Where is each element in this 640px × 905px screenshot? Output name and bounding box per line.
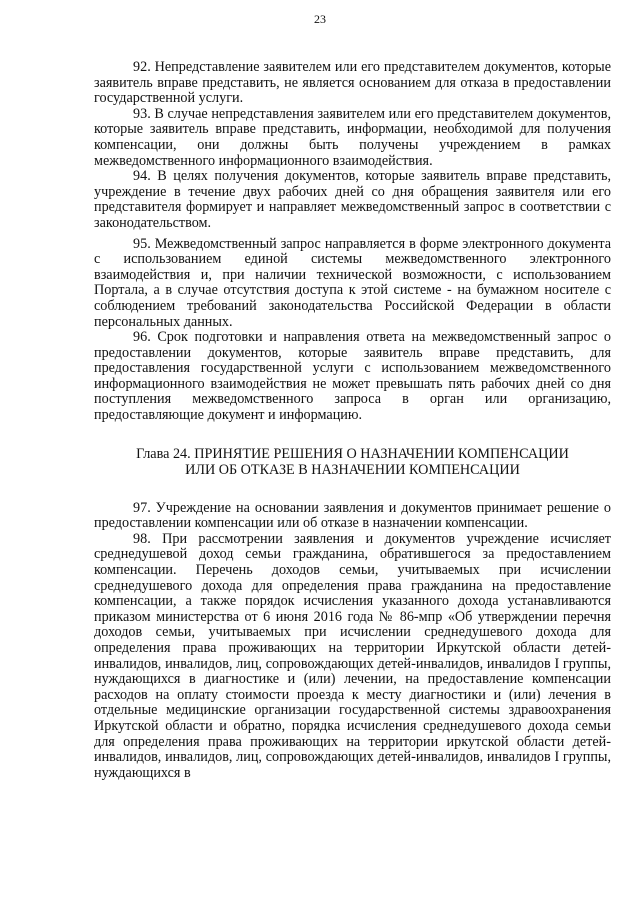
chapter-heading-line-2: ИЛИ ОБ ОТКАЗЕ В НАЗНАЧЕНИИ КОМПЕНСАЦИИ [185, 461, 520, 478]
paragraph-95: 95. Межведомственный запрос направляется в форме электронного документа с использованием единой системы межведомственного электронного взаимодействия и, при наличии технической возможности, с использованием Портала, а в случае отсутствия доступа к этой системе - на бумажном носителе с соблюдением требований законодательства Российской Федерации в области персональных данных. [94, 235, 611, 330]
chapter-heading [94, 446, 611, 478]
paragraph-93: 93. В случае непредставления заявителем или его представителем документов, которые заявитель вправе представить, информации, необходимой для получения компенсации, они должны быть получены учреждением в рамках межведомственного информационного взаимодействия. [94, 105, 611, 169]
paragraph-97: 97. Учреждение на основании заявления и документов принимает решение о предоставлении компенсации или об отказе в назначении компенсации. [94, 499, 611, 532]
paragraph-92: 92. Непредставление заявителем или его представителем документов, которые заявитель вправе представить, не является основанием для отказа в предоставлении государственной услуги. [94, 59, 611, 107]
paragraph-98: 98. При рассмотрении заявления и документов учреждение исчисляет среднедушевой доход семьи гражданина, обратившегося за предоставлением компенсации. Перечень доходов семьи, учитываемых при исчислении среднедушевого дохода для определения права гражданина на предоставление компенсации, а также порядок исчисления указанного дохода устанавливаются приказом министерства от 6 июня 2016 года № 86-мпр «Об утверждении перечня доходов семьи, учитываемых при исчислении среднедушевого дохода для определения права проживающих на территории Иркутской области детей-инвалидов, инвалидов, лиц, сопровождающих детей-инвалидов, инвалидов I группы, нуждающихся в диагностике и (или) лечении, на предоставление компенсации расходов на оплату стоимости проезда к месту диагностики и (или) лечения в отдельные медицинские организации государственной системы здравоохранения Иркутской области и обратно, порядка исчисления среднедушевого дохода семьи для определения права проживающих на территории иркутской области детей-инвалидов, инвалидов, лиц, сопровождающих детей-инвалидов, инвалидов I группы, нуждающихся в [94, 530, 611, 781]
chapter-heading-line-1: Глава 24. ПРИНЯТИЕ РЕШЕНИЯ О НАЗНАЧЕНИИ КОМПЕНСАЦИИ [136, 445, 569, 462]
page-number: 23 [314, 12, 326, 26]
document-body [94, 60, 611, 781]
paragraph-96: 96. Срок подготовки и направления ответа на межведомственный запрос о предоставлении документов, которые заявитель вправе представить, для предоставления государственной услуги с использованием межведомственного информационного взаимодействия не может превышать пять рабочих дней со дня поступления межведомственного запроса в орган или организацию, предоставляющие документ и информацию. [94, 329, 611, 424]
paragraph-94: 94. В целях получения документов, которые заявитель вправе представить, учреждение в течение двух рабочих дней со дня обращения заявителя или его представителя формирует и направляет межведомственный запрос в соответствии с законодательством. [94, 168, 611, 231]
